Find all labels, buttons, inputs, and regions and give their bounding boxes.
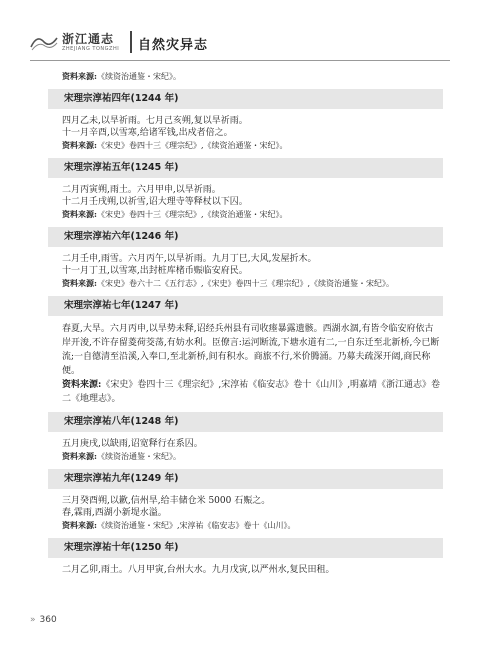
source-text: 《宋史》卷四十三《理宗纪》,《续资治通鉴・宋纪》。: [96, 141, 288, 150]
record-line: 二月丙寅朔,雨土。六月甲申,以旱祈雨。: [62, 185, 221, 195]
book-title: 自然灾异志: [138, 38, 209, 53]
entry-year-heading: 宋理宗淳祐四年(1244 年): [48, 89, 443, 109]
source-label: 资料来源:: [62, 451, 97, 461]
record-line: 十二月壬戌朔,以祈雪,诏大理寺等释杖以下囚。: [62, 197, 248, 207]
record-line: 四月乙未,以旱祈雨。七月己亥朔,复以旱祈雨。: [62, 116, 248, 126]
source-citation: [62, 450, 442, 463]
record-line: 十一月辛酉,以雪寒,给诸军钱,出戍者倍之。: [62, 128, 233, 138]
header-rule: [30, 60, 450, 61]
source-text: 《宋史》卷六十二《五行志》,《宋史》卷四十三《理宗纪》,《续资治通鉴・宋纪》。: [96, 279, 395, 288]
entry-year-heading: 宋理宗淳祐八年(1248 年): [48, 412, 443, 432]
entry-year-heading: 宋理宗淳祐七年(1247 年): [48, 296, 443, 316]
source-label: 资料来源:: [62, 71, 97, 81]
logo-wave-icon: [30, 32, 58, 52]
entry-year-heading: 宋理宗淳祐十年(1250 年): [48, 538, 443, 558]
page-header: [30, 28, 450, 64]
source-text: 《续资治通鉴・宋纪》,宋淳祐《临安志》卷十《山川》。: [96, 521, 296, 530]
source-label: 资料来源:: [62, 140, 97, 150]
source-citation: [62, 70, 442, 83]
page-marker-icon: »: [30, 615, 36, 625]
record-line: 二月壬申,雨雪。六月丙午,以旱祈雨。九月丁巳,大风,发屋折木。: [62, 254, 317, 264]
source-citation: [62, 378, 442, 406]
source-citation: [62, 277, 442, 290]
page-footer: [30, 615, 57, 625]
entry-year-heading: 宋理宗淳祐九年(1249 年): [48, 469, 443, 489]
page-body: [62, 70, 442, 576]
source-label: 资料来源:: [62, 278, 97, 288]
source-text: 《续资治通鉴・宋纪》。: [96, 452, 181, 461]
record-line: 二月乙卯,雨土。八月甲寅,台州大水。九月戊寅,以严州水,复民田租。: [62, 565, 335, 575]
source-text: 《续资治通鉴・宋纪》。: [96, 72, 181, 81]
source-text: 《宋史》卷四十三《理宗纪》,宋淳祐《临安志》卷十《山川》,明嘉靖《浙江通志》卷二《地理志》。: [62, 380, 441, 404]
source-citation: [62, 139, 442, 152]
source-citation: [62, 519, 442, 532]
source-label: 资料来源:: [62, 209, 97, 219]
header-divider: [130, 31, 132, 53]
record-line: 五月庚戌,以缺雨,诏宽释行在系囚。: [62, 439, 203, 449]
record-paragraph: 春夏,大旱。六月丙申,以旱势未释,诏经兵州县有司收瘗暴露遗骸。西湖水涸,有皆令临安府依古岸开浚,不许存留菱荷茭荡,有妨水利。臣僚言:运河断流,下塘水道有二,一自东迁至北新桥,今已断流;一自德清至沿溪,入奉口,至北新桥,间有积水。商旅不行,米价腾涌。乃募夫疏深开阔,商民称便。: [62, 324, 440, 376]
source-citation: [62, 208, 442, 221]
source-label: 资料来源:: [62, 380, 102, 390]
source-label: 资料来源:: [62, 520, 97, 530]
entry-year-heading: 宋理宗淳祐五年(1245 年): [48, 158, 443, 178]
page-number: 360: [39, 615, 57, 625]
logo-subtext: ZHEJIANG TONGZHI: [62, 46, 120, 52]
entry-year-heading: 宋理宗淳祐六年(1246 年): [48, 227, 443, 247]
logo-text: 浙江通志: [62, 32, 115, 46]
record-line: 十一月丁丑,以雪寒,出封桩库楮币赈临安府民。: [62, 266, 248, 276]
record-line: 三月癸酉朔,以歉,信州旱,给丰储仓米 5000 石赈之。: [62, 496, 271, 506]
record-line: 春,霖雨,西湖小新堤水溢。: [62, 508, 167, 518]
source-text: 《宋史》卷四十三《理宗纪》,《续资治通鉴・宋纪》。: [96, 210, 288, 219]
